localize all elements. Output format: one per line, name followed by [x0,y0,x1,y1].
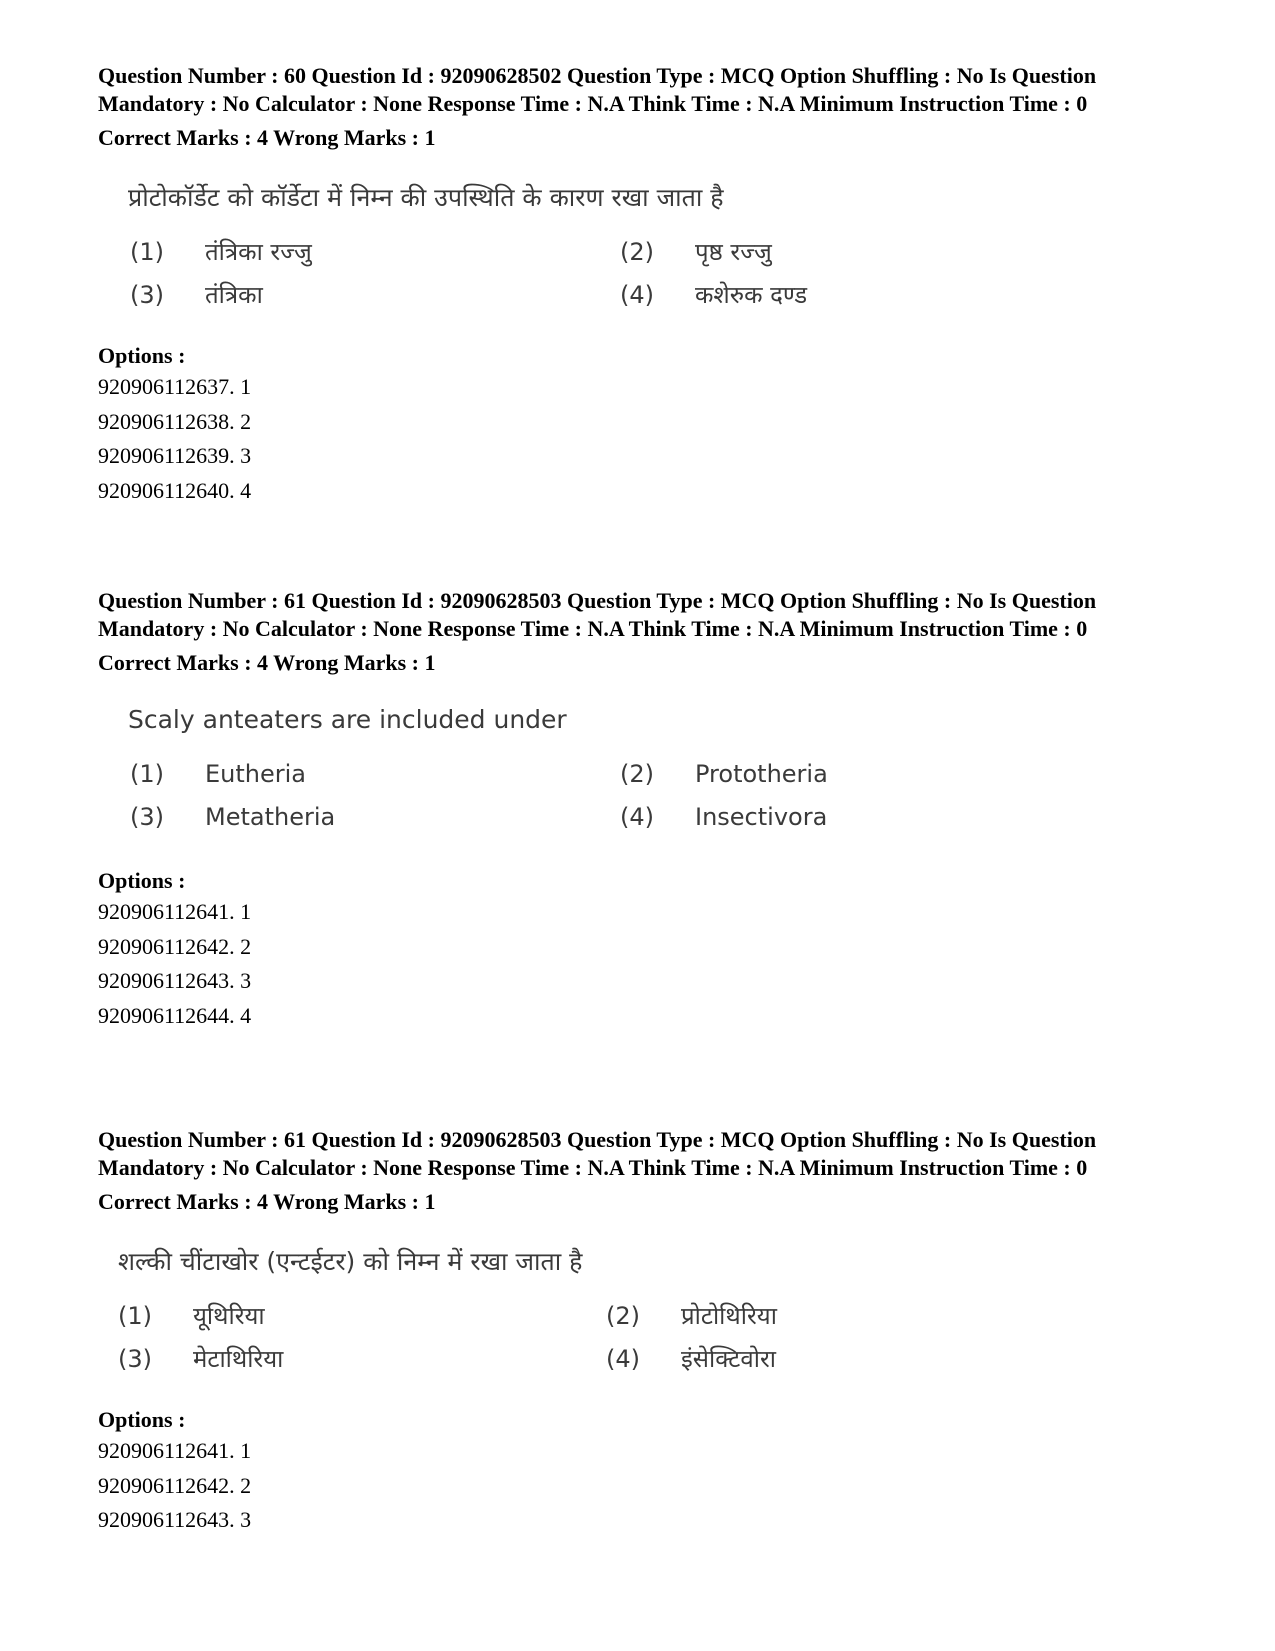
option-item: 920906112637. 1 [98,374,252,399]
choice-4: (4) इंसेक्टिवोरा [606,1345,776,1373]
option-item: 920906112642. 2 [98,933,252,959]
question-meta: Question Number : 61 Question Id : 92090628503 Question Type : MCQ Option Shuffling : No Is Question Mandatory : No Calculator : None Response Time : N.A Think Time : N.A Minimum Instruction Time : 0 [98,588,1097,641]
option-item: 920906112640. 4 [98,477,252,503]
question-stem: Scaly anteaters are included under [128,705,567,734]
question-meta: Question Number : 61 Question Id : 92090628503 Question Type : MCQ Option Shuffling : No Is Question Mandatory : No Calculator : None Response Time : N.A Think Time : N.A Minimum Instruction Time : 0 [98,1127,1097,1180]
choice-3: (3) तंत्रिका [130,281,263,309]
question-image [98,695,1188,845]
option-item: 920906112643. 3 [98,968,252,993]
choice-4: (4) Insectivora [620,803,828,831]
option-item: 920906112643. 3 [98,1507,252,1532]
choice-2: (2) प्रोटोथिरिया [606,1302,777,1330]
options-list [98,370,1188,508]
question-image [98,170,1188,320]
question-image [98,1234,1188,1384]
choice-3: (3) Metatheria [130,803,336,831]
choice-2: (2) Prototheria [620,760,828,788]
option-item: 920906112639. 3 [98,443,252,468]
question-marks: Correct Marks : 4 Wrong Marks : 1 [98,650,436,675]
options-title: Options : [98,868,186,893]
question-stem: शल्की चींटाखोर (एन्टईटर) को निम्न में रखा जाता है [118,1247,583,1276]
options-title: Options : [98,1407,186,1432]
options-list [98,895,1188,1033]
choice-3: (3) मेटाथिरिया [118,1345,284,1373]
option-item: 920906112642. 2 [98,1472,252,1498]
choice-1: (1) यूथिरिया [118,1302,265,1330]
choice-1: (1) तंत्रिका रज्जु [130,238,312,266]
option-item: 920906112641. 1 [98,1438,252,1463]
choice-2: (2) पृष्ठ रज्जु [620,238,772,266]
question-block-61-en [98,587,1188,1033]
option-item: 920906112641. 1 [98,899,252,924]
question-meta: Question Number : 60 Question Id : 92090628502 Question Type : MCQ Option Shuffling : No Is Question Mandatory : No Calculator : None Response Time : N.A Think Time : N.A Minimum Instruction Time : 0 [98,63,1097,116]
choice-4: (4) कशेरुक दण्ड [620,281,808,309]
choice-1: (1) Eutheria [130,760,307,788]
question-stem: प्रोटोकॉर्डेट को कॉर्डेटा में निम्न की उपस्थिति के कारण रखा जाता है [128,183,724,212]
question-marks: Correct Marks : 4 Wrong Marks : 1 [98,125,436,150]
question-block-61-hi [98,1126,1188,1538]
options-list [98,1434,1188,1538]
option-item: 920906112638. 2 [98,408,252,434]
question-marks: Correct Marks : 4 Wrong Marks : 1 [98,1189,436,1214]
question-block-60 [98,62,1188,508]
option-item: 920906112644. 4 [98,1002,252,1028]
options-title: Options : [98,343,186,368]
